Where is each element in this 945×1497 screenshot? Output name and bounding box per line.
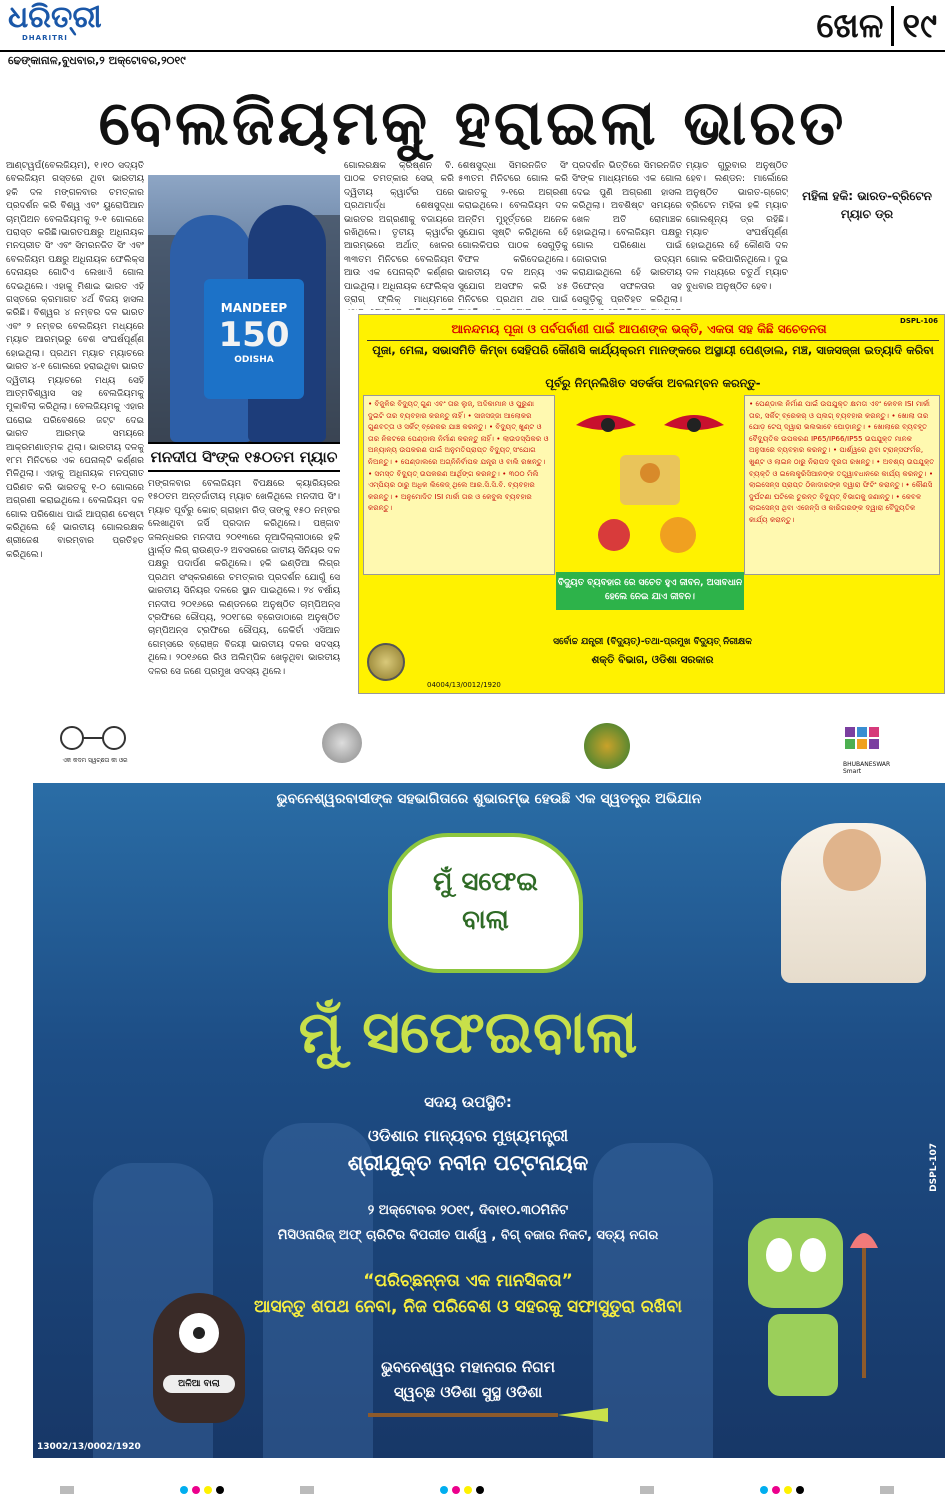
- monster-pupil: [193, 1327, 205, 1339]
- electrical-safety-ad: [358, 314, 945, 694]
- campaign-slogan: ସ୍ୱଚ୍ଛ ଓଡିଶା ସୁସ୍ଥ ଓଡିଶା: [393, 1383, 543, 1401]
- print-mark: [772, 1486, 780, 1494]
- swachh-campaign-ad: [33, 783, 945, 1458]
- chief-minister-photo: [781, 823, 926, 983]
- section-title: ଖେଳ: [816, 6, 884, 46]
- green-slogan-box: ବିଦ୍ୟୁତ ବ୍ୟବହାର ରେ ସଚେତ ହୁଏ ଜୀବନ, ଅସାବଧାନ ହେଲେ ନେଇ ଯାଏ ଜୀବନ।: [556, 572, 744, 610]
- durga-artwork: [556, 395, 744, 575]
- print-mark: [192, 1486, 200, 1494]
- bmc-name: ଭୁବନେଶ୍ୱର ମହାନଗର ନିଗମ: [381, 1358, 555, 1376]
- ad-footer-department: ଶକ୍ତି ବିଭାଗ, ଓଡିଶା ସରକାର: [591, 654, 714, 666]
- jersey: [204, 279, 304, 399]
- dateline: ଢେଙ୍କାନାଳ,ବୁଧବାର,୨ ଅକ୍ଟୋବର,୨୦୧୯: [8, 54, 186, 67]
- monster-tag: ଅଳିଆ ବାଲା: [163, 1375, 235, 1393]
- right-safety-points: • ପେଣ୍ଡାଲ ନିର୍ମାଣ ପାଇଁ ଉପଯୁକ୍ତ କ୍ଷମତା ଏବଂ କେବଳ ISI ମାର୍କା ତାର, ସର୍କିଟ୍ ବ୍ରେକର୍ ଓ ପ୍ଲଗ୍ ବ୍ୟବହାର କରନ୍ତୁ। • ଖୋଲା ତାର ଯୋଡ଼ ଟେପ୍ ଦ୍ୱାରା ଭଲଭାବେ ଘୋଡ଼ାନ୍ତୁ। • ଖୋଲାରେ ବ୍ୟବହୃତ ବୈଦ୍ୟୁତିକ ଉପକରଣ IP65/IP66/IP55 ଉପଯୁକ୍ତ ମାନକ ଅନୁସାରେ ବ୍ୟବହାର କରନ୍ତୁ। • ପାର୍ଶ୍ୱରେ ଥିବା ଟ୍ରାନ୍ସଫର୍ମର, ଖୁଣ୍ଟ ଓ ଲାଇନ ଠାରୁ ନିରାପଦ ଦୂରତା ରଖନ୍ତୁ। • ଅବଶ୍ୟ ଉପଯୁକ୍ତ ବ୍ୟକ୍ତି ଓ ଇଲେକ୍ଟ୍ରିସିଆନଙ୍କ ତତ୍ତ୍ୱାବଧାନରେ କାର୍ଯ୍ୟ କରନ୍ତୁ। • ଲାଇସେନ୍ସ ପ୍ରାପ୍ତ ଠିକାଦାରଙ୍କ ଦ୍ୱାରା ଫିଟିଂ କରାନ୍ତୁ। • କୌଣସି ଦୁର୍ଘଟଣା ଘଟିଲେ ତୁରନ୍ତ ବିଦ୍ୟୁତ୍ ବିଭାଗକୁ ଜଣାନ୍ତୁ। • କେବଳ ଲାଇସେନ୍ସ ଥିବା ଏଜେନ୍ସି ଓ କାରିଗରଙ୍କ ଦ୍ୱାରା ବୈଦ୍ୟୁତିକ କାର୍ଯ୍ୟ କରାନ୍ତୁ।: [744, 395, 940, 575]
- clean-robot-mascot: [738, 1218, 883, 1428]
- cm-name: ଶ୍ରୀଯୁକ୍ତ ନବୀନ ପଟ୍ଟନାୟକ: [347, 1151, 589, 1175]
- ad-reference: 13002/13/0002/1920: [37, 1442, 141, 1452]
- print-mark: [60, 1486, 74, 1494]
- story-column-4: ଶେଷସୁଦ୍ଧା ସିମରନଜିତ ସିଂ ୫୩ତମ ମିନିଟରେ ଗୋଲ କରି ଭାରତକୁ ୨-୧ରେ ଅଗ୍ରଣୀ କରାଇଥିଲେ। ବେଲଜିୟମ ଦଳ ଅନ୍ତିମ ମୁହୂର୍ତ୍ତରେ ଅନେକ ସୁଯୋଗ ସୃଷ୍ଟି କରିଥିଲେ ହେଁ ଗୋଲକିପର ପାଠକ ସେଗୁଡ଼ିକୁ ବିଫଳ କରିଦେଇଥିଲେ। ଭାରତୀୟ ଦଳ ଅନ୍ୟ ଏକ ସୁଯୋଗ ଅସଫଳ କରି ୪୫ ମିନିଟରେ ପ୍ରଥମ ଥର ପାଇଁ: [458, 161, 568, 306]
- jersey-number: 150: [218, 315, 290, 355]
- news-photo: [148, 175, 340, 442]
- print-mark: [300, 1486, 314, 1494]
- broom-icon: [846, 1218, 882, 1378]
- print-registration-marks: [0, 1458, 945, 1497]
- jersey-sponsor: ODISHA: [234, 355, 274, 365]
- ad-code: DSPL-106: [900, 317, 938, 325]
- story-column-5: ପ୍ରଦର୍ଶନ ଭିତ୍ତିରେ ସିମରନଜିତ ସିଂଙ୍କ ମାଧ୍ୟମରେ ଏକ ଗୋଲ ଦେଇ ପୁଣି ଅଗ୍ରଣୀ ହାସଲ କରିଥିଲା। ଅବଶିଷ୍ଟ ସମୟରେ ଖେଳ ଅତି ରୋମାଞ୍ଚକ ହୋଇଥିଲା। ବେଲଜିୟମ ପକ୍ଷରୁ ଗୋଲ ପରିଶୋଧ ପାଇଁ ଜୋରଦାର ଉଦ୍ୟମ କରାଯାଇଥିଲେ ହେଁ ଭାରତୀୟ ଡିଫେନ୍ସ ସଫଳତାର ସହ ସେଗୁଡ଼ିକୁ ପ୍ରତିହତ କରିଥିଲା।: [572, 161, 682, 306]
- ad-footer-authority: ସର୍ବୋଚ୍ଚ ଯନ୍ତ୍ରୀ (ବିଦ୍ୟୁତ୍)-ତଥା-ପ୍ରମୁଖ ବିଦ୍ୟୁତ୍ ନିରୀକ୍ଷକ: [553, 637, 752, 647]
- print-mark: [640, 1486, 654, 1494]
- print-mark: [440, 1486, 448, 1494]
- photo-caption: ମନଦୀପ ସିଂଙ୍କ ୧୫୦ତମ ମ୍ୟାଚ: [148, 442, 340, 472]
- logo-odia: ଧରିତ୍ରୀ: [8, 0, 102, 35]
- story-column-6: ମ୍ୟାଚ ଗୁରୁବାର ଅନୁଷ୍ଠିତ ହେବ। ଲଣ୍ଡନ: ମାର୍ଲୋରେ ଅନୁଷ୍ଠିତ ଭାରତ-ଗ୍ରେଟ୍ ବ୍ରିଟେନ ମହିଳା ହକି ମ୍ୟାଚ ଗୋଲଶୂନ୍ୟ ଡ୍ର ରହିଛି। ମ୍ୟାଚ ସଂଘର୍ଷପୂର୍ଣ୍ଣ ହୋଇଥିଲେ ହେଁ କୌଣସି ଦଳ ଗୋଲ କରିପାରିନଥିଲେ। ଦୁଇ ଦଳ ମଧ୍ୟରେ ଚତୁର୍ଥ ମ୍ୟାଚ ବୁଧବାର ଅନୁଷ୍ଠିତ ହେବ।: [686, 161, 788, 292]
- sponsor-logos: [0, 713, 945, 783]
- campaign-pledge: ଆସନ୍ତୁ ଶପଥ ନେବା, ନିଜ ପରିବେଶ ଓ ସହରକୁ ସଫାସୁତୁରା ରଖିବା: [253, 1297, 682, 1317]
- monster-eye: [179, 1313, 219, 1353]
- campaign-intro: ଭୁବନେଶ୍ୱରବାସୀଙ୍କ ସହଭାଗିତାରେ ଶୁଭାରମ୍ଭ ହେଉଛି ଏକ ସ୍ୱତନ୍ତ୍ର ଅଭିଯାନ: [276, 791, 702, 807]
- print-mark: [180, 1486, 188, 1494]
- print-mark: [476, 1486, 484, 1494]
- presence-label: ସଦୟ ଉପସ୍ଥିତି:: [424, 1093, 512, 1111]
- face: [823, 829, 881, 891]
- jersey-name: MANDEEP: [220, 301, 288, 315]
- smart-city-logo: [843, 723, 889, 773]
- print-mark: [204, 1486, 212, 1494]
- broom-divider-icon: [368, 1408, 608, 1422]
- badge-line-1: ମୁଁ ସଫେଇ: [432, 867, 539, 897]
- headline: ବେଲଜିୟମକୁ ହରାଇଲା ଭାରତ: [98, 86, 847, 159]
- smart-city-icon: [843, 723, 889, 757]
- left-safety-points: • ବିଜୁଳିର ବିଦ୍ୟୁତ୍ ଗୁଣ ଏବଂ ତାର ଲୁଜ୍, ଅଦିକାମାନ ଓ ପୁରୁଣା ଦୁଇଟି ତାର ବ୍ୟବହାର କରନ୍ତୁ ନାହିଁ। • ସାଜସଜ୍ଜା ଆଲୋକର ଗୁଣବତ୍ତା ଓ ସର୍କିଟ୍ ବ୍ରେକର ଯାଞ୍ଚ କରନ୍ତୁ। • ବିଦ୍ୟୁତ୍ ଖୁଣ୍ଟ ଓ ତାର ନିକଟରେ ପେଣ୍ଡାଲ ନିର୍ମାଣ କରନ୍ତୁ ନାହିଁ। • ଲାଉଡସ୍ପିକର ଓ ଅନ୍ୟାନ୍ୟ ଉପକରଣ ପାଇଁ ଅନୁମତିପ୍ରାପ୍ତ ବିଦ୍ୟୁତ୍ ସଂଯୋଗ ନିଅନ୍ତୁ। • ପେଣ୍ଡାଲରେ ଅଗ୍ନିନିର୍ବାପକ ଯନ୍ତ୍ର ଓ ବାଲି ରଖନ୍ତୁ। • ସମସ୍ତ ବିଦ୍ୟୁତ୍ ଉପକରଣ ଆର୍ଥିଙ୍ଗ କରନ୍ତୁ। • ୩୦୦ ମିଲି ଏମ୍ପିୟର ଠାରୁ ଅଧିକ ଲିକେଜ୍ ଥିଲେ ଆର.ସି.ସି.ବି. ବ୍ୟବହାର କରନ୍ତୁ। • ଅନୁମୋଦିତ ISI ମାର୍କା ତାର ଓ କେବୁଲ ବ୍ୟବହାର କରନ୍ତୁ।: [363, 395, 555, 575]
- robot-eye: [766, 1238, 792, 1272]
- campaign-badge: [388, 833, 583, 973]
- campaign-quote: “ପରିଚ୍ଛନ୍ନତା ଏକ ମାନସିକତା”: [363, 1271, 573, 1291]
- robot-head: [748, 1218, 843, 1308]
- glasses-icon: [50, 723, 140, 753]
- section-header: [816, 4, 937, 48]
- print-mark: [760, 1486, 768, 1494]
- masthead: [0, 0, 945, 52]
- print-mark: [880, 1486, 894, 1494]
- litter-monster-mascot: [153, 1293, 245, 1423]
- story-column-2: ମଙ୍ଗଳବାର ବେଲଜିୟମ ବିପକ୍ଷରେ କ୍ୟାରିୟରର ୧୫୦ତମ ଅନ୍ତର୍ଜାତୀୟ ମ୍ୟାଚ ଖେଳିଥିଲେ ମନଦୀପ ସିଂ। ମ୍ୟାଚ ପୂର୍ବରୁ କୋଚ୍ ଗ୍ରାହାମ ରିଡ୍ ତାଙ୍କୁ ୧୫୦ ନମ୍ବର ଲେଖାଥିବା ଜର୍ସି ପ୍ରଦାନ କରିଥିଲେ। ପଞ୍ଜାବ ଜଲନ୍ଧରର ମନଦୀପ ୨୦୧୩ରେ ନୂଆଦିଲ୍ଲୀଠାରେ ହକି ୱାର୍ଲ୍ଡ ଲିଗ୍ ରାଉଣ୍ଡ-୨ ଅବସରରେ ଜାତୀୟ ସିନିୟର ଦଳ ପକ୍ଷରୁ ପଦାର୍ପଣ କରିଥିଲେ। ହକି ଇଣ୍ଡିଆ ଲିଗ୍ର ପ୍ରଥମ ସଂସ୍କରଣରେ ଚମତ୍କାର ପ୍ରଦର୍ଶନ ଯୋଗୁଁ ସେ ଭାରତୀୟ ସିନିୟର ଦଳରେ ସ୍ଥାନ ପାଇଥିଲେ। ୨୪ ବର୍ଷୀୟ ମନଦୀପ ୨୦୧୬ରେ ଲଣ୍ଡନରେ ଅନୁଷ୍ଠିତ ଚାମ୍ପିଅନ୍ସ ଟ୍ରଫିରେ ରୌପ୍ୟ, ୨୦୧୮ରେ ବ୍ରେଡାଠାରେ ଅନୁଷ୍ଠିତ ଚାମ୍ପିଅନ୍ସ ଟ୍ରଫିରେ ରୌପ୍ୟ, ଜେକିର୍ତା ଏସିଆନ ଗେମ୍ସରେ ବ୍ରୋଞ୍ଜ ବିଜୟୀ ଭାରତୀୟ ଦଳର ସଦସ୍ୟ ଥିଲେ। ୨୦୧୬ରେ ରିଓ ଅଲିମ୍ପିକ ଖେଳୁଥିବା ଭାରତୀୟ ଦଳର ସେ ଜଣେ ପ୍ରମୁଖ ସଦସ୍ୟ ଥିଲେ।: [148, 479, 340, 677]
- ad-subtitle: ପୂଜା, ମେଳା, ସଭାସମିତି କିମ୍ବା ସେହିପରି କୌଣସି କାର୍ଯ୍ୟକ୍ରମ ମାନଙ୍କରେ ଅସ୍ଥାୟୀ ପେଣ୍ଡାଲ, ମଞ୍ଚ, ସାଜସଜ୍ଜା ଇତ୍ୟାଦି କରିବା: [367, 340, 939, 359]
- ad-title: ଆନନ୍ଦମୟ ପୂଜା ଓ ପର୍ବପର୍ବାଣୀ ପାଇଁ ଆପଣଙ୍କ ଭକ୍ତି, ଏକତା ସହ କିଛି ସଚେତନତା: [451, 322, 827, 336]
- event-venue: ମିସିଓନାରିଜ୍ ଅଫ୍ ଚାରିଟିର ବିପରୀତ ପାର୍ଶ୍ୱ , ବିଗ୍ ବଜାର ନିକଟ, ସତ୍ୟ ନଗର: [277, 1228, 659, 1243]
- cm-title: ଓଡିଶାର ମାନ୍ୟବର ମୁଖ୍ୟମନ୍ତ୍ରୀ: [367, 1126, 569, 1145]
- logo-latin: DHARITRI: [22, 34, 68, 42]
- ad-subtitle-2: ପୂର୍ବରୁ ନିମ୍ନଲିଖିତ ସତର୍କତା ଅବଲମ୍ବନ କରନ୍ତୁ-: [545, 376, 761, 390]
- ad-registration: 04004/13/0012/1920: [427, 681, 501, 689]
- print-mark: [796, 1486, 804, 1494]
- smart-city-label: BHUBANESWAR Smart: [843, 761, 891, 775]
- campaign-title: ମୁଁ ସଫେଇବାଲା: [298, 998, 638, 1066]
- ad-code: DSPL-107: [929, 1143, 939, 1192]
- print-mark: [784, 1486, 792, 1494]
- swachh-bharat-logo: [50, 723, 140, 773]
- bmc-logo: [584, 723, 630, 769]
- page-number: ୧୯: [891, 6, 937, 46]
- goddess-illustration: [556, 395, 744, 575]
- subhead-womens-hockey: ମହିଳା ହକି: ଭାରତ-ବ୍ରିଟେନ ମ୍ୟାଚ ଡ୍ର: [802, 189, 932, 221]
- odisha-govt-logo: [322, 723, 362, 763]
- badge-line-2: ବାଲା: [462, 905, 509, 935]
- story-column-1: ଆଣ୍ଟୱର୍ପ(ବେଲଜିୟମ), ୧।୧୦ ସଦ୍ୟତି ବେଲଜିୟମ ଗସ୍ତରେ ଥିବା ଭାରତୀୟ ହକି ଦଳ ମଙ୍ଗଳବାର ଚମତ୍କାର ପ୍ରଦର୍ଶନ କରି ବିଶ୍ୱ ଏବଂ ୟୁରୋପିଆନ ଚାମ୍ପିଅନ ବେଲଜିୟମକୁ ୨-୧ ଗୋଲରେ ପରାସ୍ତ କରିଛି।ଭାରତପକ୍ଷରୁ ଅଧିନାୟକ ମନପ୍ରୀତ ସିଂ ଏବଂ ସିମରନଜିତ ସିଂ ଏବଂ ବେଲଜିୟମ ପକ୍ଷରୁ ଅଧିନାୟକ ଫେଲିକ୍ସ ଦେନାୟର ଗୋଟିଏ ଲେଖାଏଁ ଗୋଲ ଦେଇଥିଲେ। ଏହାକୁ ମିଶାଇ ଭାରତ ଏହି ଗସ୍ତରେ କ୍ରମାଗତ ୪ର୍ଥ ବିଜୟ ହାସଲ କରିଛି। ବିଶ୍ୱର ୪ ନମ୍ବର ଦଳ ଭାରତ ଏବଂ ୨ ନମ୍ବର ବେଲଜିୟମ ମଧ୍ୟରେ ମ୍ୟାଚ ଆରମ୍ଭରୁ ବେଶ ସଂଘର୍ଷପୂର୍ଣ୍ଣ ହୋଇଥିଲା। ପ୍ରଥମ ମ୍ୟାଚ ମ୍ୟାଚରେ ଭାରତ ୪-୧ ଗୋଲରେ ହରାଇଥିବା ଭାରତ ଦ୍ୱିତୀୟ ମ୍ୟାଚରେ ମଧ୍ୟ ସେହି ଆତ୍ମବିଶ୍ୱାସ ସହ ବେଲଜିୟମକୁ ମୁକାବିଲା କରିଥିଲା। ବେଲଜିୟମକୁ ଏହାର ଘରୋଇ ପରିବେଶରେ ଜଟ୍ଟ ଦେଇ ଭାରତ ଆରମ୍ଭ ସମୟରେ ଆକ୍ରମଣାତ୍ମକ ଥିଲା। ଭାରତୀୟ ଦଳକୁ ୧୮ମ ମିନିଟରେ ଏକ ପେନାଲ୍ଟି କର୍ଣ୍ଣର ମିଳିଥିଲା। ଏହାକୁ ଅଧିନାୟକ ମନପ୍ରୀତ ପରିଣତ କରି ଭାରତକୁ ୧-୦ ଗୋଲରେ ଅଗ୍ରଣୀ କରାଇଥିଲେ। ବେଲଜିୟମ ଦଳ ଗୋଲ ପରିଶୋଧ ପାଇଁ ଆପ୍ରାଣ ଚେଷ୍ଟା କରିଥିଲେ ହେଁ ଭାରତୀୟ ଗୋଲରକ୍ଷକ ଶ୍ରୀଜେଶ ବାରମ୍ବାର ପ୍ରତିହତ କରିଥିଲେ।: [6, 161, 144, 560]
- swachh-tagline: ଏକ କଦମ ସ୍ୱଚ୍ଛତା କୀ ଓର: [62, 757, 128, 764]
- print-mark: [216, 1486, 224, 1494]
- print-mark: [452, 1486, 460, 1494]
- newspaper-logo: [8, 0, 102, 46]
- print-mark: [464, 1486, 472, 1494]
- robot-body: [768, 1314, 838, 1396]
- event-date-time: ୨ ଅକ୍ଟୋବର ୨୦୧୯, ଦିବା୧୦.୩୦ମିନିଟ: [367, 1203, 569, 1218]
- robot-eye: [800, 1238, 826, 1272]
- story-column-3: ଗୋଲରକ୍ଷକ କ୍ରିଷ୍ଣନ ବି. ପାଠକ ଚମତ୍କାର ସେଭ୍ କରି ଦ୍ୱିତୀୟ କ୍ୱାର୍ଟର ପରେ ପ୍ରଥମାର୍ଦ୍ଧ ଶେଷସୁଦ୍ଧା ଭାରତର ଅଗ୍ରଣୀକୁ ବଜାୟରେ ରଖିଥିଲେ। ତୃତୀୟ କ୍ୱାର୍ଟର ଆରମ୍ଭରେ ଅର୍ଥାତ୍ ଖେଳର ୩୩ତମ ମିନିଟରେ ବେଲଜିୟମ ଆଉ ଏକ ପେନାଲ୍ଟି କର୍ଣ୍ଣର ପାଇଥିଲା। ଅଧିନାୟକ ଫେଲିକ୍ସ ଡ୍ରାଗ୍ ଫ୍ଲିକ୍ ମାଧ୍ୟମରେ: [344, 161, 454, 306]
